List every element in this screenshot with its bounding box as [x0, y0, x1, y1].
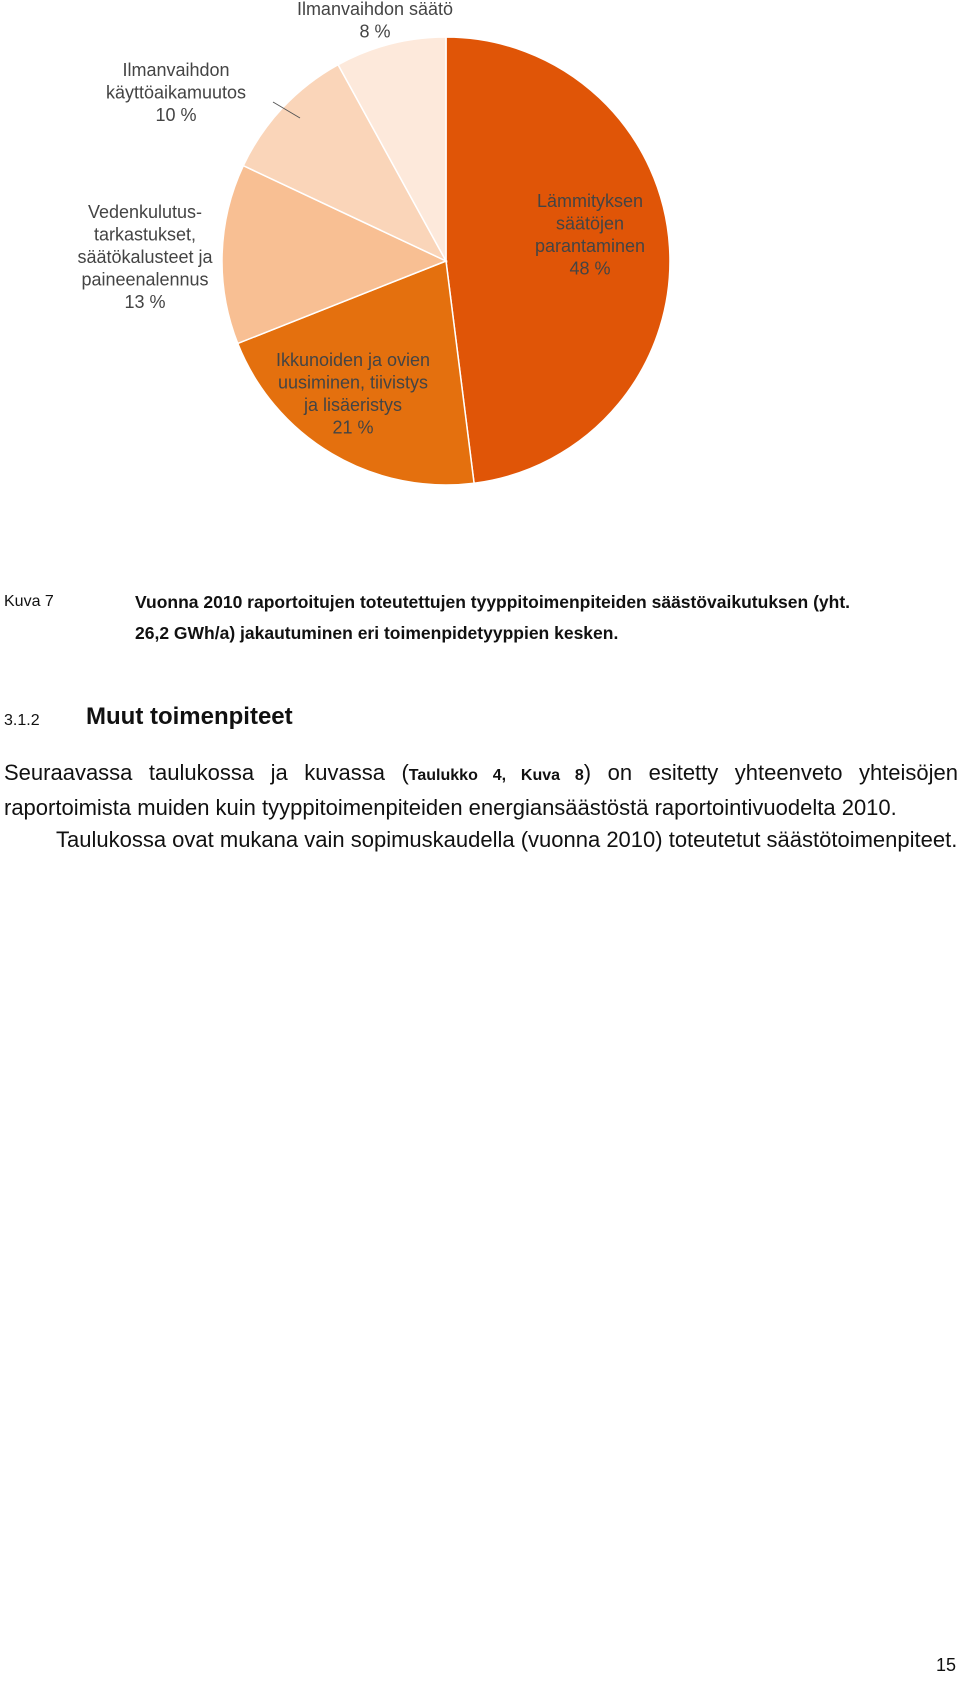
- paragraph-1-end: ) on esitetty yhteenveto yhteisöjen raportoimista muiden kuin tyyppitoimenpiteiden energiansäästöstä raportointivuodelta 2010.: [4, 760, 959, 820]
- paragraph-2: Taulukossa ovat mukana vain sopimuskaudella (vuonna 2010) toteutetut säästötoimenpiteet.: [56, 827, 958, 852]
- slice-water-label: [77, 202, 213, 312]
- pie-label-line: Lämmityksen: [536, 191, 644, 211]
- slice-ventilation-adjust-label: [297, 0, 453, 42]
- pie-label-line: käyttöaikamuutos: [105, 82, 247, 103]
- pie-label-line: Ilmanvaihdon säätö: [296, 0, 454, 19]
- pie-label-line: parantaminen: [534, 236, 646, 256]
- pie-label-line: ja lisäeristys: [303, 395, 403, 415]
- slice-heating: [446, 37, 670, 483]
- pie-label-line: 21 %: [332, 417, 374, 438]
- pie-label-line: 8 %: [359, 21, 391, 42]
- figure-reference-link[interactable]: Kuva 8: [520, 767, 584, 784]
- pie-label-line: Vedenkulutus-: [87, 202, 203, 222]
- pie-label-line: 13 %: [124, 292, 166, 312]
- paragraph-1-start: Seuraavassa taulukossa ja kuvassa (: [4, 760, 409, 785]
- pie-label-line: Ikkunoiden ja ovien: [275, 350, 431, 370]
- pie-label-line: Ilmanvaihdon: [122, 60, 230, 80]
- body-text: [4, 757, 958, 856]
- paragraph-1: [4, 757, 958, 824]
- table-reference-link[interactable]: Taulukko 4: [408, 767, 502, 784]
- pie-label-line: 10 %: [155, 105, 197, 125]
- pie-label-line: uusiminen, tiivistys: [277, 372, 429, 393]
- pie-label-line: paineenalennus: [81, 269, 209, 290]
- pie-label-line: säätökalusteet ja: [77, 247, 213, 267]
- figure-caption: Vuonna 2010 raportoitujen toteutettujen tyyppitoimenpiteiden säästövaikutuksen (yht. 26,2 GWh/a) jakautuminen eri toimenpidetyyppien kesken.: [135, 592, 851, 643]
- pie-chart: [0, 0, 960, 540]
- pie-label-line: säätöjen: [555, 213, 625, 234]
- section-title: Muut toimenpiteet: [86, 703, 293, 730]
- pie-label-line: tarkastukset,: [93, 224, 197, 245]
- figure-number: Kuva 7: [4, 593, 54, 610]
- pie-label-line: 48 %: [569, 258, 611, 279]
- page-number: 15: [935, 1655, 956, 1675]
- reference-separator: ,: [501, 767, 521, 784]
- slice-ventilation-time-label: [106, 60, 246, 125]
- section-number: 3.1.2: [4, 712, 40, 729]
